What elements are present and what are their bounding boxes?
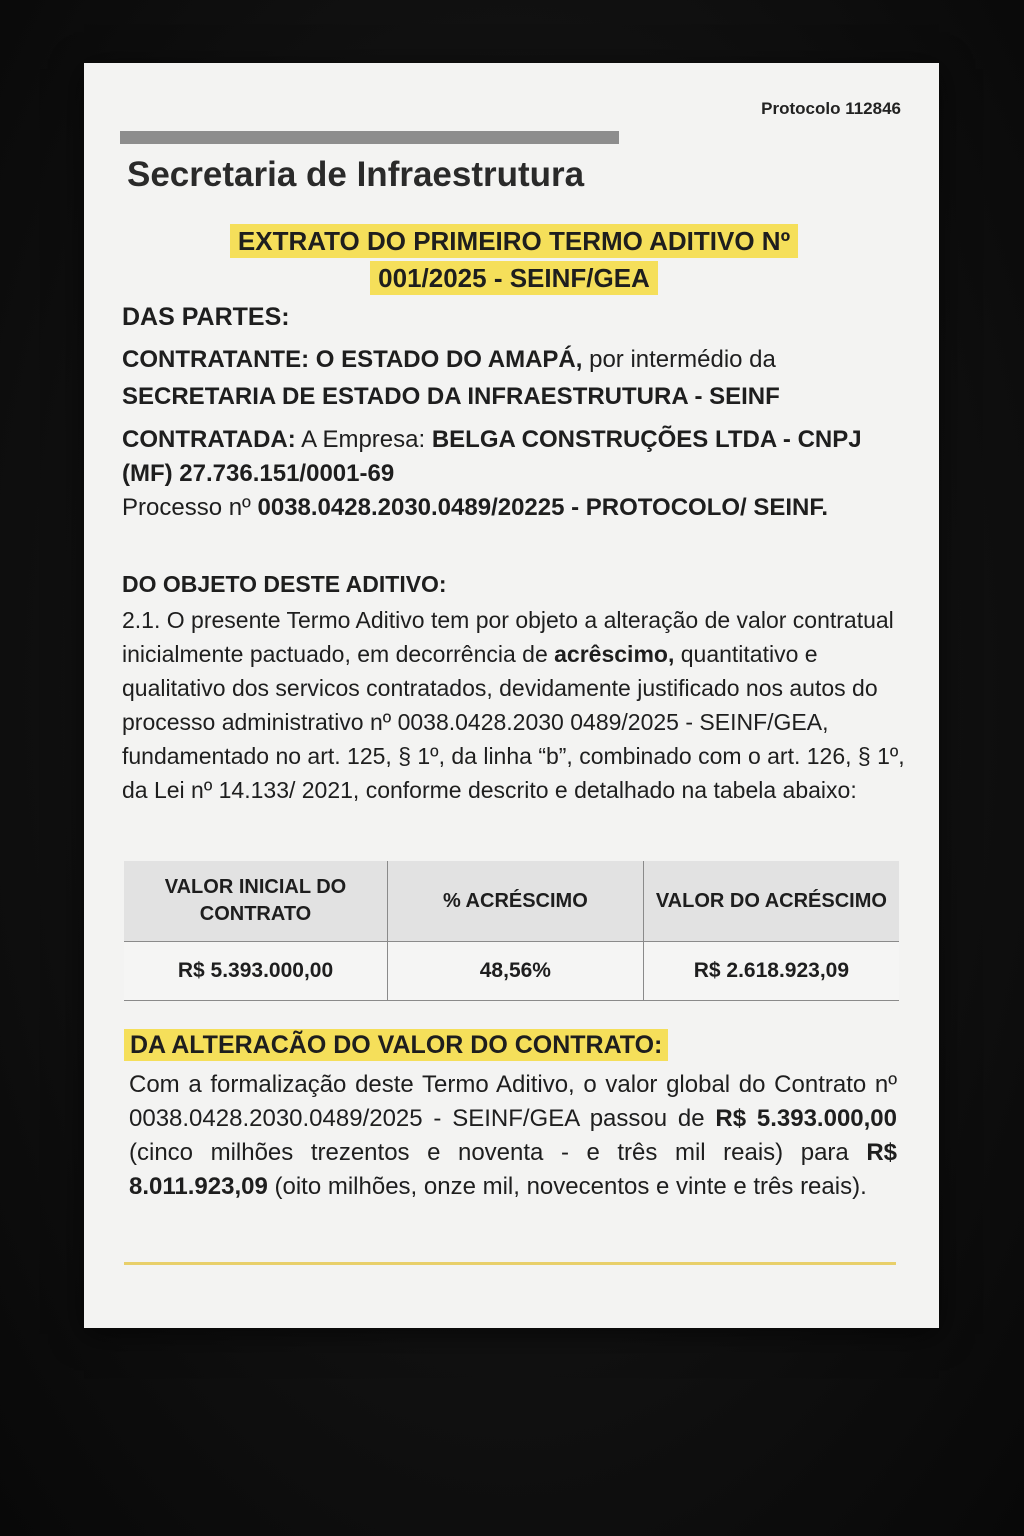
objeto-text-2: quantitativo e qualitativo dos servicos contratados, devidamente justificado nos autos do processo administrativo nº 0038.0428.2030 0489/2025 - SEINF/GEA, fundamentado no art. 125, § 1º, da linha “b”, combinado com o art. 126, § 1º, da Lei nº 14.133/ 2021, conforme descrito e detalhado na tabela abaixo: [122, 641, 905, 803]
contratada-company: BELGA CONSTRUÇÕES LTDA - CNPJ (MF) 27.736.151/0001-69 [122, 426, 862, 487]
header-valor-acrescimo: VALOR DO ACRÉSCIMO [643, 861, 899, 942]
cell-valor-acrescimo: R$ 2.618.923,09 [643, 942, 899, 1001]
objeto-text-1: 2.1. O presente Termo Aditivo tem por objeto a alteração de valor contratual inicialmente pactuado, em decorrência de [122, 607, 894, 667]
alteracao-heading-text: DA ALTERACÃO DO VALOR DO CONTRATO: [124, 1029, 668, 1061]
contratante-text: por intermédio da [582, 346, 776, 373]
alteracao-text-3: (oito milhões, onze mil, novecentos e vinte e três reais). [267, 1173, 867, 1200]
alteracao-paragraph [129, 1068, 897, 1204]
title-line-2: 001/2025 - SEINF/GEA [370, 261, 658, 295]
objeto-paragraph [122, 603, 908, 807]
table-header-row [124, 861, 899, 942]
table-row [124, 942, 899, 1001]
process-label: Processo nº [122, 494, 258, 521]
contratante-label: CONTRATANTE: O ESTADO DO AMAPÁ, [122, 346, 583, 373]
alteracao-value-2: R$ 8.011.923,09 [129, 1139, 897, 1200]
process-number: 0038.0428.2030.0489/20225 - PROTOCOLO/ SEINF. [257, 494, 829, 521]
cell-percent: 48,56% [388, 942, 644, 1001]
objeto-heading: DO OBJETO DESTE ADITIVO: [122, 571, 447, 597]
contratada-paragraph [122, 423, 908, 525]
contratante-paragraph [122, 341, 908, 415]
parties-heading: DAS PARTES: [122, 303, 290, 331]
document-title [124, 223, 904, 297]
agency-name: Secretaria de Infraestrutura [127, 155, 585, 194]
contratada-text: A Empresa: [295, 426, 432, 453]
alteracao-text-2: (cinco milhões trezentos e noventa - e três mil reais) para [129, 1139, 867, 1166]
cell-valor-inicial: R$ 5.393.000,00 [124, 942, 388, 1001]
values-table [124, 861, 899, 1001]
objeto-bold: acrêscimo, [554, 641, 675, 667]
header-rule [120, 131, 619, 144]
contratante-entity: SECRETARIA DE ESTADO DA INFRAESTRUTURA - SEINF [122, 383, 780, 410]
title-line-1: EXTRATO DO PRIMEIRO TERMO ADITIVO Nº [230, 224, 798, 258]
document-page [84, 63, 939, 1328]
contratada-label: CONTRATADA: [122, 426, 296, 453]
alteracao-heading [124, 1031, 668, 1060]
alteracao-text-1: Com a formalização deste Termo Aditivo, o valor global do Contrato nº 0038.0428.2030.0489/2025 - SEINF/GEA passou de [129, 1071, 897, 1132]
protocol-number: Protocolo 112846 [761, 99, 901, 118]
header-percent: % ACRÉSCIMO [388, 861, 644, 942]
footer-rule [124, 1262, 896, 1265]
alteracao-value-1: R$ 5.393.000,00 [715, 1105, 897, 1132]
header-valor-inicial: VALOR INICIAL DO CONTRATO [124, 861, 388, 942]
